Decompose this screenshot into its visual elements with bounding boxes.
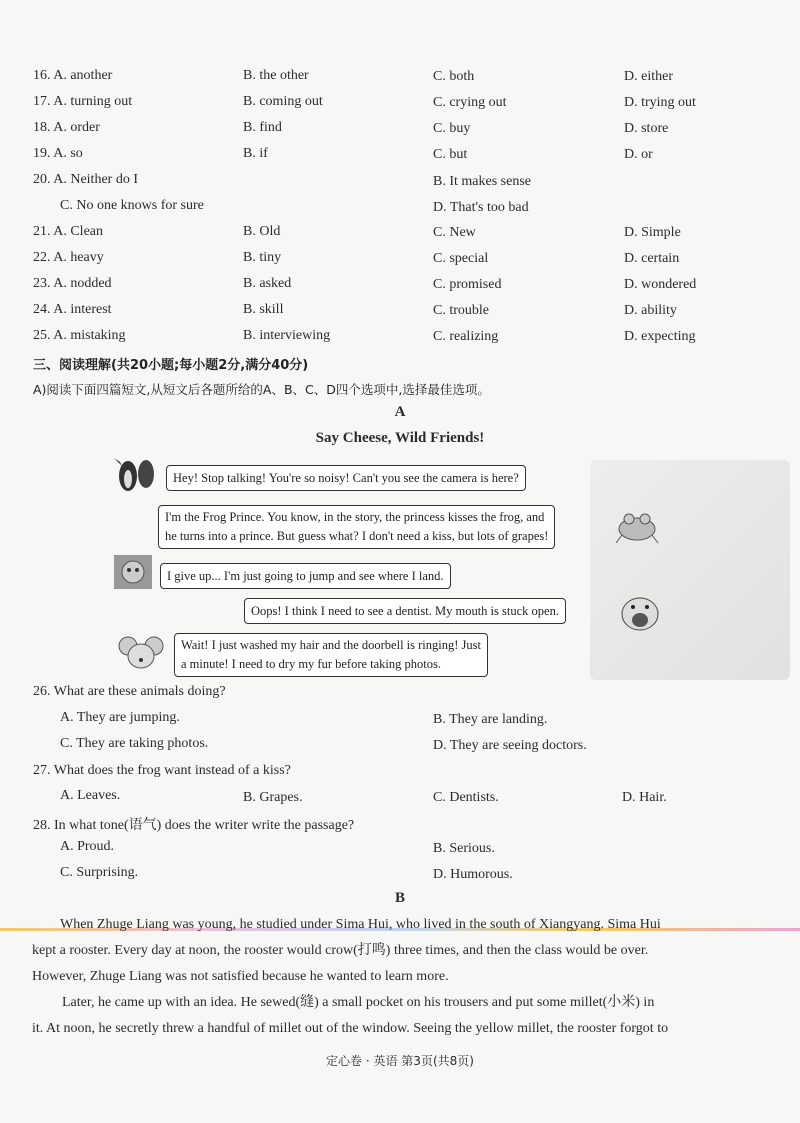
q20-option-a: 20. A. Neither do I [33,172,138,187]
cloze2-row-4-option-b: B. skill [243,302,284,317]
cloze-row-1-option-c: C. both [433,69,475,84]
q28-option-b: B. Serious. [433,841,495,856]
cloze2-row-3-option-b: B. asked [243,276,292,291]
squirrel-icon [112,553,154,591]
cloze2-row-3-option-a: 23. A. nodded [33,276,112,291]
cloze-row-1-option-b: B. the other [243,68,309,83]
q26-option-b: B. They are landing. [433,712,548,727]
penguin-icon [110,454,160,494]
cloze-row-4-option-a: 19. A. so [33,146,83,161]
q27-option-b: B. Grapes. [243,790,303,805]
cloze2-row-2-option-b: B. tiny [243,250,282,265]
frog-speech-line-2: he turns into a prince. But guess what? I don't need a kiss, but lots of grapes! [165,529,549,543]
passage-b-letter: B [394,890,405,906]
passage-a-title: Say Cheese, Wild Friends! [315,430,485,446]
seal-icon [612,592,668,634]
q26-option-c: C. They are taking photos. [60,736,209,751]
cloze-row-2-option-c: C. crying out [433,95,507,110]
cloze-row-3-option-c: C. buy [433,121,471,136]
frog-icon [614,505,660,545]
q28-option-a: A. Proud. [60,839,115,854]
cloze2-row-5-option-d: D. expecting [624,329,696,344]
cloze-row-2-option-a: 17. A. turning out [33,94,133,109]
q28-option-c: C. Surprising. [60,865,139,880]
passage-b-line-2: kept a rooster. Every day at noon, the rooster would crow(打鸣) three times, and then the class would be over. [32,943,649,958]
scan-shadow [590,460,790,680]
passage-a-letter: A [394,404,406,420]
cloze-row-3-option-a: 18. A. order [33,120,100,135]
q20-option-d: D. That's too bad [433,200,529,215]
cloze2-row-1-option-d: D. Simple [624,225,681,240]
q20-option-b: B. It makes sense [433,174,531,189]
q20-option-c: C. No one knows for sure [60,198,204,213]
cloze-row-3-option-b: B. find [243,120,282,135]
q26-option-d: D. They are seeing doctors. [433,738,587,753]
cloze2-row-5-option-c: C. realizing [433,329,499,344]
page-footer: 定心卷 · 英语 第3页(共8页) [326,1054,474,1068]
frog-speech-bubble [158,505,555,549]
cloze2-row-2-option-c: C. special [433,251,489,266]
mouse-speech-bubble [174,633,488,677]
section-instruction: A)阅读下面四篇短文,从短文后各题所给的A、B、C、D四个选项中,选择最佳选项。 [33,382,490,397]
q27-option-a: A. Leaves. [60,788,121,803]
cloze-row-4-option-d: D. or [624,147,653,162]
q27-option-d: D. Hair. [622,790,667,805]
passage-b-line-1: When Zhuge Liang was young, he studied under Sima Hui, who lived in the south of Xiangyang. Sima Hui [60,917,661,932]
cloze-row-1-option-a: 16. A. another [33,68,113,83]
q26-stem: 26. What are these animals doing? [33,684,226,699]
cloze2-row-1-option-c: C. New [433,225,476,240]
penguin-speech-bubble: Hey! Stop talking! You're so noisy! Can't you see the camera is here? [166,465,526,491]
q27-option-c: C. Dentists. [433,790,499,805]
q28-stem: 28. In what tone(语气) does the writer write the passage? [33,818,355,833]
cloze2-row-4-option-c: C. trouble [433,303,489,318]
cloze2-row-3-option-c: C. promised [433,277,502,292]
q26-option-a: A. They are jumping. [60,710,180,725]
section-heading: 三、阅读理解(共20小题;每小题2分,满分40分) [33,358,309,373]
frog-speech-line-1: I'm the Frog Prince. You know, in the story, the princess kisses the frog, and [165,510,545,524]
passage-b-line-5: it. At noon, he secretly threw a handful of millet out of the window. Seeing the yellow millet, the rooster forgot to [32,1021,669,1036]
cloze-row-1-option-d: D. either [624,69,673,84]
cloze2-row-4-option-a: 24. A. interest [33,302,112,317]
seal-speech-bubble: Oops! I think I need to see a dentist. My mouth is stuck open. [244,598,566,624]
mouse-icon [116,633,166,671]
cloze2-row-2-option-d: D. certain [624,251,680,266]
cloze-row-2-option-b: B. coming out [243,94,323,109]
mouse-speech-line-1: Wait! I just washed my hair and the doorbell is ringing! Just [181,638,481,652]
passage-b-line-4: Later, he came up with an idea. He sewed(缝) a small pocket on his trousers and put some millet(小米) in [62,995,655,1010]
passage-b-line-3: However, Zhuge Liang was not satisfied because he wanted to learn more. [32,969,449,984]
cloze-row-4-option-c: C. but [433,147,468,162]
passage-b-text [32,912,760,1042]
cloze2-row-3-option-d: D. wondered [624,277,697,292]
q27-stem: 27. What does the frog want instead of a kiss? [33,763,291,778]
cloze2-row-1-option-b: B. Old [243,224,281,239]
squirrel-speech-bubble: I give up... I'm just going to jump and see where I land. [160,563,451,589]
q28-option-d: D. Humorous. [433,867,513,882]
cloze2-row-1-option-a: 21. A. Clean [33,224,103,239]
cloze2-row-5-option-a: 25. A. mistaking [33,328,126,343]
cloze-row-3-option-d: D. store [624,121,669,136]
mouse-speech-line-2: a minute! I need to dry my fur before taking photos. [181,657,441,671]
cloze-row-4-option-b: B. if [243,146,268,161]
cloze2-row-5-option-b: B. interviewing [243,328,331,343]
cloze2-row-2-option-a: 22. A. heavy [33,250,104,265]
cloze-row-2-option-d: D. trying out [624,95,696,110]
cloze2-row-4-option-d: D. ability [624,303,677,318]
